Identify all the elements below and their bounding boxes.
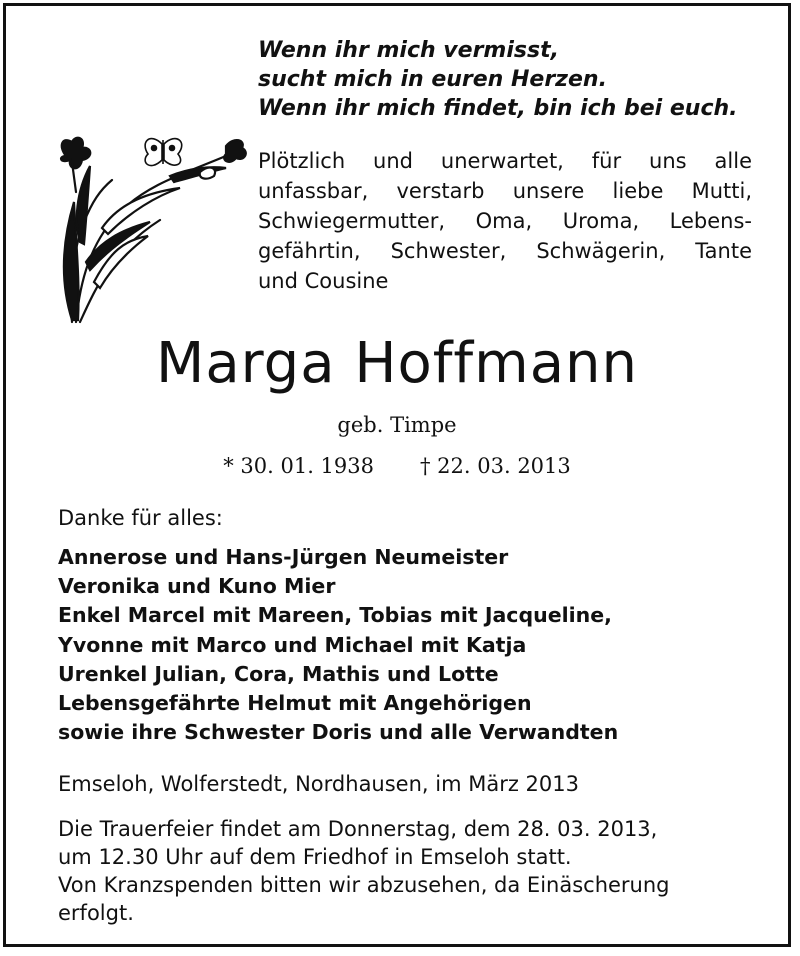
poem-line: Wenn ihr mich vermisst,: [258, 38, 559, 63]
family-line: Veronika und Kuno Mier: [58, 574, 336, 599]
thanks-label: Danke für alles:: [58, 506, 223, 530]
poem-line: Wenn ihr mich findet, bin ich bei euch.: [258, 96, 738, 121]
ceremony-line: erfolgt.: [58, 901, 134, 925]
flower-butterfly-icon: [50, 132, 250, 324]
intro-line: Schwiegermutter, Oma, Uroma, Lebens-: [258, 209, 752, 233]
life-dates: [6, 450, 788, 482]
obituary-card: [3, 3, 791, 947]
ceremony-notice: [58, 815, 754, 927]
place-date: Emseloh, Wolferstedt, Nordhausen, im März 2013: [58, 772, 579, 796]
deceased-name: Marga Hoffmann: [156, 331, 638, 396]
intro-line: Plötzlich und unerwartet, für uns alle: [258, 149, 752, 173]
intro-line: und Cousine: [258, 269, 389, 293]
ceremony-line: um 12.30 Uhr auf dem Friedhof in Emseloh statt.: [58, 845, 572, 869]
birth-date: * 30. 01. 1938: [223, 454, 374, 478]
poem: [258, 36, 758, 123]
family-line: Lebensgefährte Helmut mit Angehörigen: [58, 691, 532, 716]
intro-line: unfassbar, verstarb unsere liebe Mutti,: [258, 179, 752, 203]
birth-name: geb. Timpe: [337, 413, 457, 437]
ceremony-line: Von Kranzspenden bitten wir abzusehen, da Einäscherung: [58, 873, 670, 897]
family-line: sowie ihre Schwester Doris und alle Verwandten: [58, 720, 619, 745]
family-list: [58, 543, 758, 747]
family-line: Enkel Marcel mit Mareen, Tobias mit Jacqueline,: [58, 603, 612, 628]
intro-line: gefährtin, Schwester, Schwägerin, Tante: [258, 239, 752, 263]
death-date: † 22. 03. 2013: [420, 454, 571, 478]
family-line: Urenkel Julian, Cora, Mathis und Lotte: [58, 661, 499, 686]
poem-line: sucht mich in euren Herzen.: [258, 67, 607, 92]
family-line: Annerose und Hans-Jürgen Neumeister: [58, 545, 509, 569]
intro-text: [258, 146, 752, 296]
ceremony-line: Die Trauerfeier findet am Donnerstag, dem 28. 03. 2013,: [58, 817, 658, 841]
family-line: Yvonne mit Marco und Michael mit Katja: [58, 632, 527, 657]
